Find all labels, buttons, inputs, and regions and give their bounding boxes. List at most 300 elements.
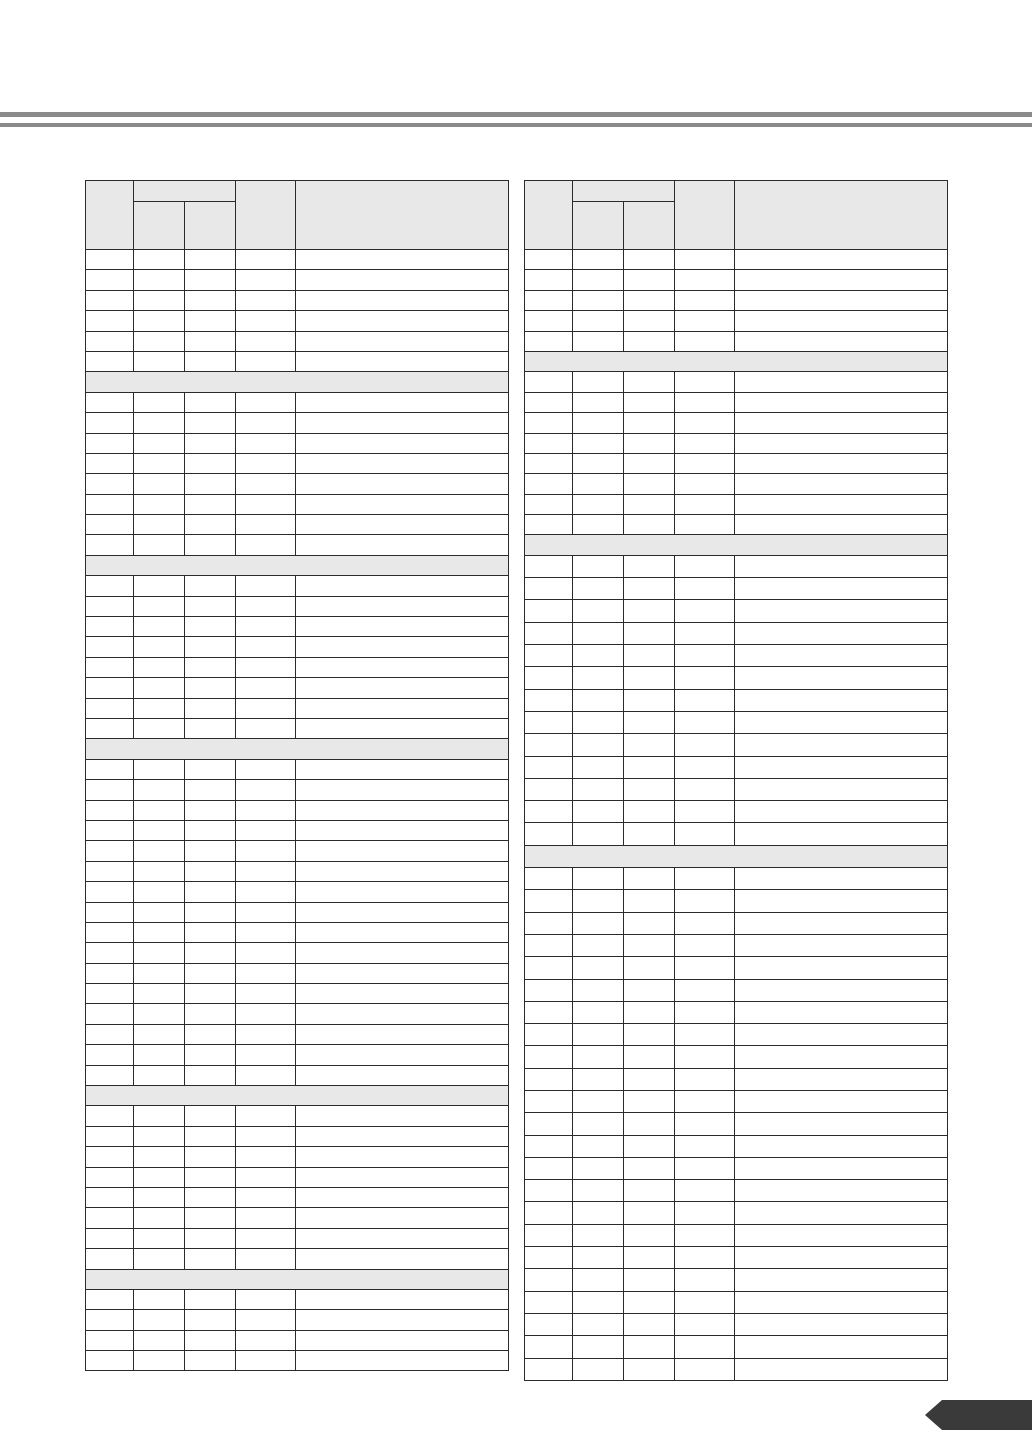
table-cell <box>134 413 185 433</box>
table-cell <box>624 311 675 331</box>
table-cell <box>573 912 624 934</box>
table-cell <box>185 1330 236 1350</box>
header-col-1 <box>525 181 573 250</box>
table-cell <box>624 494 675 514</box>
table-cell <box>675 1180 735 1202</box>
table-row <box>525 1313 948 1335</box>
table-cell <box>525 1224 573 1246</box>
table-cell <box>185 718 236 738</box>
table-cell <box>86 596 134 616</box>
table-cell <box>525 1157 573 1179</box>
table-cell <box>675 934 735 956</box>
table-cell <box>525 311 573 331</box>
table-cell <box>525 453 573 473</box>
table-cell <box>735 667 948 689</box>
table-cell <box>735 622 948 644</box>
table-cell <box>573 1291 624 1313</box>
table-cell <box>185 657 236 677</box>
table-cell <box>236 1065 296 1085</box>
table-cell <box>296 657 509 677</box>
table-cell <box>573 957 624 979</box>
table-row <box>86 861 509 881</box>
table-cell <box>86 922 134 942</box>
table-cell <box>296 351 509 371</box>
table-cell <box>86 392 134 412</box>
header-rule-top <box>0 112 1032 117</box>
table-cell <box>134 453 185 473</box>
table-cell <box>573 778 624 800</box>
table-row <box>525 801 948 823</box>
table-cell <box>134 882 185 902</box>
table-cell <box>236 1004 296 1024</box>
table-cell <box>735 1001 948 1023</box>
table-cell <box>86 413 134 433</box>
table-cell <box>675 645 735 667</box>
section-label <box>525 351 948 371</box>
table-cell <box>134 270 185 290</box>
table-row <box>525 453 948 473</box>
table-row <box>86 678 509 698</box>
table-cell <box>185 515 236 535</box>
table-cell <box>624 1068 675 1090</box>
header-col-1 <box>86 181 134 250</box>
table-cell <box>86 576 134 596</box>
table-cell <box>675 433 735 453</box>
table-cell <box>624 912 675 934</box>
table-row <box>86 1065 509 1085</box>
table-cell <box>185 963 236 983</box>
table-cell <box>185 984 236 1004</box>
table-row <box>525 250 948 270</box>
table-row <box>525 979 948 1001</box>
table-row <box>525 555 948 577</box>
table-cell <box>573 1180 624 1202</box>
section-label <box>86 1269 509 1289</box>
table-cell <box>296 453 509 473</box>
table-cell <box>134 657 185 677</box>
table-row <box>86 820 509 840</box>
table-cell <box>185 250 236 270</box>
table-cell <box>296 1126 509 1146</box>
table-cell <box>86 902 134 922</box>
table-cell <box>624 453 675 473</box>
table-cell <box>134 596 185 616</box>
table-cell <box>134 759 185 779</box>
table-cell <box>525 433 573 453</box>
table-row <box>525 778 948 800</box>
table-cell <box>185 780 236 800</box>
table-cell <box>735 1224 948 1246</box>
table-cell <box>573 453 624 473</box>
table-row <box>86 250 509 270</box>
table-cell <box>525 979 573 1001</box>
table-cell <box>134 902 185 922</box>
table-cell <box>735 711 948 733</box>
table-cell <box>573 474 624 494</box>
table-cell <box>296 718 509 738</box>
table-row <box>86 657 509 677</box>
table-cell <box>86 1187 134 1207</box>
table-cell <box>735 801 948 823</box>
table-cell <box>675 413 735 433</box>
table-cell <box>296 963 509 983</box>
table-cell <box>86 841 134 861</box>
table-cell <box>86 535 134 555</box>
table-cell <box>236 474 296 494</box>
table-cell <box>675 1135 735 1157</box>
table-cell <box>236 596 296 616</box>
table-row <box>525 290 948 310</box>
table-cell <box>525 1024 573 1046</box>
table-cell <box>624 979 675 1001</box>
table-cell <box>236 698 296 718</box>
table-cell <box>525 1001 573 1023</box>
table-cell <box>675 1113 735 1135</box>
table-row <box>86 331 509 351</box>
table-row <box>86 1249 509 1269</box>
table-cell <box>573 622 624 644</box>
table-cell <box>525 1269 573 1291</box>
table-cell <box>525 1180 573 1202</box>
table-cell <box>134 1351 185 1371</box>
table-cell <box>675 1313 735 1335</box>
header-sub-2 <box>185 202 236 250</box>
table-cell <box>525 331 573 351</box>
table-cell <box>735 689 948 711</box>
table-row <box>525 433 948 453</box>
table-cell <box>675 372 735 392</box>
table-row <box>525 1157 948 1179</box>
table-cell <box>236 984 296 1004</box>
table-row <box>525 1046 948 1068</box>
table-cell <box>236 290 296 310</box>
table-cell <box>525 1135 573 1157</box>
table-row <box>86 841 509 861</box>
table-row <box>525 1068 948 1090</box>
table-row <box>86 1126 509 1146</box>
table-cell <box>236 1351 296 1371</box>
table-cell <box>134 392 185 412</box>
table-cell <box>86 759 134 779</box>
table-row <box>86 617 509 637</box>
table-row <box>525 600 948 622</box>
table-cell <box>134 1228 185 1248</box>
table-cell <box>236 943 296 963</box>
table-cell <box>573 1336 624 1358</box>
table-cell <box>525 555 573 577</box>
table-cell <box>185 800 236 820</box>
table-cell <box>296 250 509 270</box>
table-cell <box>236 678 296 698</box>
table-cell <box>185 270 236 290</box>
table-cell <box>675 392 735 412</box>
table-row <box>525 413 948 433</box>
table-cell <box>86 1065 134 1085</box>
table-cell <box>624 1157 675 1179</box>
table-cell <box>624 957 675 979</box>
table-cell <box>185 576 236 596</box>
table-cell <box>236 1187 296 1207</box>
table-cell <box>624 667 675 689</box>
table-row <box>525 823 948 845</box>
table-cell <box>86 1004 134 1024</box>
table-cell <box>86 1228 134 1248</box>
table-cell <box>185 331 236 351</box>
table-cell <box>296 617 509 637</box>
table-cell <box>573 578 624 600</box>
table-cell <box>735 250 948 270</box>
table-cell <box>86 1126 134 1146</box>
table-cell <box>525 1291 573 1313</box>
table-cell <box>735 1269 948 1291</box>
table-cell <box>573 331 624 351</box>
table-row <box>86 637 509 657</box>
table-cell <box>525 413 573 433</box>
table-cell <box>296 902 509 922</box>
table-cell <box>735 311 948 331</box>
table-cell <box>735 1202 948 1224</box>
table-cell <box>675 912 735 934</box>
header-sub-1 <box>573 202 624 250</box>
table-cell <box>236 617 296 637</box>
table-row <box>525 515 948 535</box>
table-row <box>86 290 509 310</box>
table-row <box>86 1004 509 1024</box>
table-cell <box>134 1310 185 1330</box>
table-row <box>86 474 509 494</box>
table-cell <box>296 270 509 290</box>
section-label <box>525 535 948 555</box>
table-cell <box>675 331 735 351</box>
table-row <box>86 596 509 616</box>
table-cell <box>624 290 675 310</box>
table-cell <box>236 413 296 433</box>
table-cell <box>86 718 134 738</box>
table-cell <box>735 372 948 392</box>
table-cell <box>236 759 296 779</box>
table-cell <box>525 1358 573 1380</box>
table-cell <box>134 800 185 820</box>
table-cell <box>236 1147 296 1167</box>
table-cell <box>675 979 735 1001</box>
table-cell <box>624 890 675 912</box>
table-cell <box>86 780 134 800</box>
table-row <box>525 311 948 331</box>
table-cell <box>134 617 185 637</box>
table-cell <box>573 1135 624 1157</box>
table-row <box>525 1358 948 1380</box>
table-row <box>525 1224 948 1246</box>
table-cell <box>86 678 134 698</box>
table-row <box>525 622 948 644</box>
table-cell <box>525 756 573 778</box>
table-cell <box>296 800 509 820</box>
table-cell <box>624 474 675 494</box>
table-cell <box>134 1065 185 1085</box>
table-cell <box>525 912 573 934</box>
header-col-5 <box>735 181 948 250</box>
table-cell <box>185 1289 236 1309</box>
table-cell <box>525 778 573 800</box>
data-table-right <box>524 180 948 1381</box>
table-cell <box>134 698 185 718</box>
table-cell <box>86 1249 134 1269</box>
table-row <box>86 576 509 596</box>
table-cell <box>675 1046 735 1068</box>
table-cell <box>134 1004 185 1024</box>
table-cell <box>236 535 296 555</box>
table-cell <box>86 882 134 902</box>
table-cell <box>236 861 296 881</box>
table-cell <box>573 645 624 667</box>
table-cell <box>525 622 573 644</box>
table-cell <box>573 515 624 535</box>
table-cell <box>624 1224 675 1246</box>
table-cell <box>296 535 509 555</box>
section-label <box>86 1086 509 1106</box>
table-cell <box>573 1113 624 1135</box>
table-cell <box>236 250 296 270</box>
table-cell <box>573 372 624 392</box>
table-cell <box>296 820 509 840</box>
table-cell <box>573 734 624 756</box>
table-cell <box>735 453 948 473</box>
table-cell <box>296 678 509 698</box>
table-cell <box>185 861 236 881</box>
table-cell <box>573 1024 624 1046</box>
table-cell <box>134 515 185 535</box>
table-cell <box>134 351 185 371</box>
table-cell <box>525 392 573 412</box>
table-cell <box>86 1167 134 1187</box>
table-cell <box>735 290 948 310</box>
table-cell <box>675 711 735 733</box>
table-cell <box>236 1024 296 1044</box>
table-cell <box>134 433 185 453</box>
table-cell <box>735 1113 948 1135</box>
table-cell <box>735 934 948 956</box>
table-cell <box>134 861 185 881</box>
table-row <box>525 494 948 514</box>
table-cell <box>675 290 735 310</box>
table-cell <box>624 555 675 577</box>
table-cell <box>296 943 509 963</box>
table-cell <box>624 270 675 290</box>
table-row <box>525 890 948 912</box>
table-row <box>86 1351 509 1371</box>
table-row <box>86 1228 509 1248</box>
table-cell <box>675 734 735 756</box>
table-cell <box>296 1187 509 1207</box>
table-cell <box>296 1330 509 1350</box>
table-cell <box>675 823 735 845</box>
table-cell <box>185 1167 236 1187</box>
table-cell <box>236 515 296 535</box>
table-cell <box>624 578 675 600</box>
table-cell <box>236 882 296 902</box>
page-tab <box>922 1400 1032 1430</box>
table-cell <box>624 1247 675 1269</box>
table-cell <box>185 1187 236 1207</box>
table-cell <box>296 413 509 433</box>
table-cell <box>735 868 948 890</box>
table-cell <box>735 823 948 845</box>
table-cell <box>86 1208 134 1228</box>
table-cell <box>185 535 236 555</box>
table-cell <box>735 1247 948 1269</box>
table-cell <box>185 290 236 310</box>
table-row <box>525 1135 948 1157</box>
table-cell <box>735 734 948 756</box>
table-cell <box>675 1090 735 1112</box>
table-row <box>86 902 509 922</box>
table-cell <box>236 433 296 453</box>
table-cell <box>525 1202 573 1224</box>
table-cell <box>134 1249 185 1269</box>
table-cell <box>134 1147 185 1167</box>
header-group <box>573 181 675 202</box>
table-cell <box>296 1310 509 1330</box>
table-cell <box>525 890 573 912</box>
table-cell <box>236 963 296 983</box>
table-cell <box>525 270 573 290</box>
table-row <box>86 1310 509 1330</box>
table-cell <box>134 1167 185 1187</box>
table-cell <box>236 1330 296 1350</box>
table-cell <box>185 1228 236 1248</box>
table-cell <box>675 1024 735 1046</box>
table-cell <box>236 1106 296 1126</box>
table-cell <box>86 250 134 270</box>
header-group <box>134 181 236 202</box>
table-cell <box>525 1113 573 1135</box>
table-row <box>525 711 948 733</box>
table-cell <box>525 711 573 733</box>
table-cell <box>236 780 296 800</box>
table-cell <box>296 311 509 331</box>
table-cell <box>134 250 185 270</box>
table-cell <box>236 1289 296 1309</box>
table-row <box>525 1113 948 1135</box>
table-cell <box>573 433 624 453</box>
table-row <box>86 759 509 779</box>
table-cell <box>735 1157 948 1179</box>
table-cell <box>236 1208 296 1228</box>
table-row <box>525 1180 948 1202</box>
table-cell <box>86 311 134 331</box>
table-row <box>525 372 948 392</box>
table-cell <box>296 1065 509 1085</box>
table-cell <box>675 1358 735 1380</box>
table-cell <box>525 372 573 392</box>
table-cell <box>296 1249 509 1269</box>
table-cell <box>675 555 735 577</box>
table-row <box>86 922 509 942</box>
table-cell <box>573 890 624 912</box>
table-cell <box>236 820 296 840</box>
section-label <box>86 739 509 759</box>
table-cell <box>236 841 296 861</box>
table-cell <box>735 413 948 433</box>
table-cell <box>296 1147 509 1167</box>
table-cell <box>134 718 185 738</box>
table-cell <box>185 820 236 840</box>
table-cell <box>296 1004 509 1024</box>
table-cell <box>86 1147 134 1167</box>
table-cell <box>236 1167 296 1187</box>
table-row <box>86 800 509 820</box>
table-cell <box>296 861 509 881</box>
